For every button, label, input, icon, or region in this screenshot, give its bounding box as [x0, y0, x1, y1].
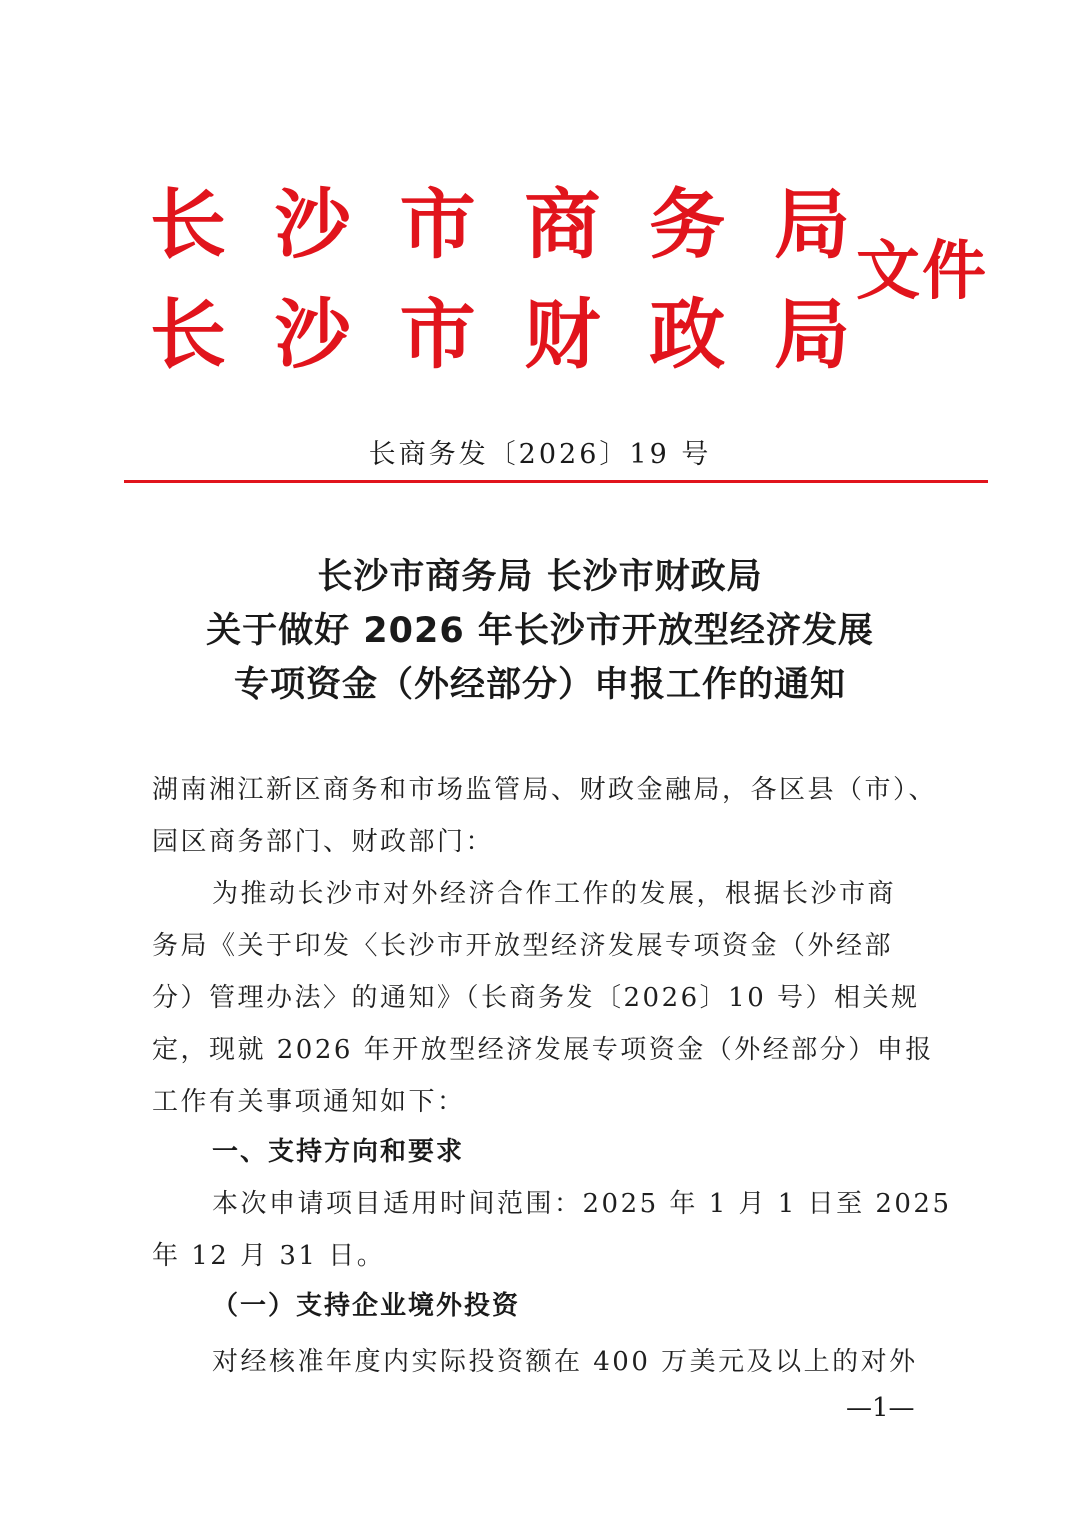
text-line: 对经核准年度内实际投资额在 400 万美元及以上的对外 — [212, 1347, 918, 1377]
addressee — [152, 764, 938, 868]
title-line: 长沙市商务局 长沙市财政局 — [317, 557, 763, 597]
document-title — [0, 550, 1080, 712]
masthead-char: 务 — [649, 180, 726, 269]
text-line: 本次申请项目适用时间范围：2025 年 1 月 1 日至 2025 — [212, 1189, 952, 1219]
document-number: 长商务发〔2026〕19 号 — [368, 439, 712, 470]
title-line: 专项资金（外经部分）申报工作的通知 — [233, 665, 846, 705]
text-line: 分）管理办法〉的通知》（长商务发〔2026〕10 号）相关规 — [152, 983, 920, 1013]
masthead-line-finance-bureau — [150, 290, 850, 380]
masthead-char: 局 — [773, 180, 850, 269]
text-line: 为推动长沙市对外经济合作工作的发展，根据长沙市商 — [212, 879, 897, 909]
text-line: 工作有关事项通知如下： — [152, 1087, 466, 1117]
masthead-char: 市 — [399, 290, 476, 379]
text-line: 务局《关于印发〈长沙市开放型经济发展专项资金（外经部 — [152, 931, 894, 961]
masthead-char: 商 — [524, 180, 601, 269]
text-line: 年 12 月 31 日。 — [152, 1241, 386, 1271]
title-line: 关于做好 2026 年长沙市开放型经济发展 — [206, 611, 874, 651]
text-line: 湖南湘江新区商务和市场监管局、财政金融局，各区县（市）、 — [152, 775, 938, 805]
masthead-char: 财 — [524, 290, 601, 379]
masthead-char: 长 — [150, 290, 226, 379]
masthead-char: 市 — [399, 180, 476, 269]
text-line: 定，现就 2026 年开放型经济发展专项资金（外经部分）申报 — [152, 1035, 934, 1065]
body-paragraph — [152, 1178, 952, 1282]
subsection-heading: （一）支持企业境外投资 — [212, 1291, 521, 1321]
masthead-char: 沙 — [274, 290, 351, 379]
masthead-char: 沙 — [274, 180, 351, 269]
masthead-char: 局 — [773, 290, 850, 379]
section-heading: 一、支持方向和要求 — [212, 1137, 465, 1167]
masthead-char: 长 — [150, 180, 226, 269]
masthead-char: 政 — [649, 290, 726, 379]
red-divider-line — [124, 480, 988, 483]
page-number: —1— — [846, 1393, 915, 1423]
masthead-suffix: 文件 — [856, 234, 988, 309]
text-line: 园区商务部门、财政部门： — [152, 827, 495, 857]
body-paragraph — [152, 1336, 922, 1388]
masthead-line-commerce-bureau — [150, 180, 850, 270]
body-paragraph — [152, 868, 934, 1128]
